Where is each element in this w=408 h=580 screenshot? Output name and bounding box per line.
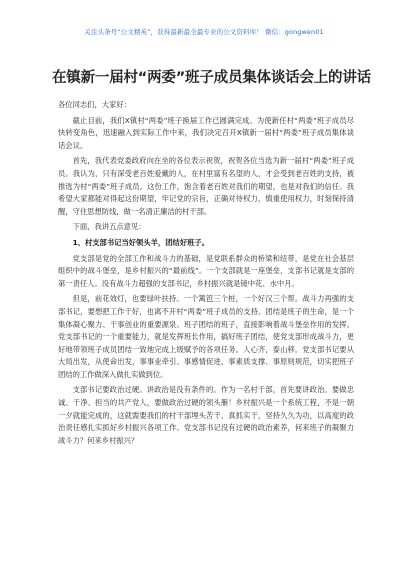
salutation: 各位同志们，大家好： (58, 100, 131, 109)
section-heading-1: 1、村支部书记当好领头羊，团结好班子。 (72, 237, 210, 247)
paragraph-party-branch: 党支部是党的全部工作和战斗力的基础，是党联系群众的桥梁和纽带，是党在社会基层组织中的战斗堡垒，是乡村振兴的“最前线”。一个支部就是一座堡垒，支部书记就是支部的第一责任人。没有战斗力超强的支部书记，乡村振兴就是镜中花、水中月。 (58, 253, 354, 288)
paragraph-political-quality: 支部书记要政治过硬。讲政治是没有条件的。作为一名村干部，首先要讲政治。要做忠诚、干净、担当的共产党人，要做政治过硬的领头雁！乡村振兴是一个系统工程，不是一朝一夕就能完成的，这就需要我们的村干部埋头苦干、真抓实干，坚持久久为功，以高度的政治责任感扎实抓好乡村振兴各项工作。党支部书记没有过硬的政治素养，何来班子的凝聚力战斗力？何来乡村振兴？ (58, 385, 354, 445)
paragraph-team-unity: 但是，前花效灯，也要绿叶扶持。一个篱笆三个桩，一个好汉三个帮。战斗力再强的支部书记，要想把工作干好，也离不开村“两委”班子成员的支持。团结是班子的生命，是一个集体凝心聚力、干事创业的重要源泉。班子团结的班子，直接影响着战斗堡垒作用的发挥。党支部书记的一个重要能力，就是发挥班长作用，搞好班子团结，使党支部形成战斗力，更好地带领班子成员团结一致地完成上级赋予的各项任务。人心齐，泰山移。党支部书记要从大局出发，从使命出发，事事业牵引、事感情促进、事素质支撑、事原则规范，切实把班子团结的工作做深入做扎实做到位。 (58, 294, 354, 379)
document-title: 在镇新一届村“两委”班子成员集体谈话会上的讲话 (52, 70, 371, 86)
paragraph-outline: 下面，我讲五点意见： (72, 222, 146, 232)
document-body (58, 99, 354, 450)
paragraph-congratulations: 首先，我代表党委政府向在坐的各位表示祝贺，祝贺各位当选为新一届村“两委”班子成员。我认为，只有深受老百姓爱戴的人，在村里富有名望的人，才会受到老百姓的支持，被推选为村“两委”班子成员。这份工作，饱含着老百姓对我们的期望，也是对我们的信任。我希望大家都能对得起这份期望，牢记党的宗旨，正确对待权力，慎重使用权力，时刻保持清醒，守住思想防线，做一名清正廉洁的村干部。 (58, 156, 354, 216)
paragraph-intro: 截止目前，我们X镇村“两委”班子换届工作已圆满完成。为使新任村“两委”班子成员尽快转变角色，迅速融入到实际工作中来，我们决定召开X镇新一届村“两委”班子成员集体谈话会议。 (58, 115, 354, 150)
top-promo-banner: 关注头条号“公文精英”，获得最新最全最专业的公文资料库！ 微信：gongwen01 (84, 28, 324, 36)
